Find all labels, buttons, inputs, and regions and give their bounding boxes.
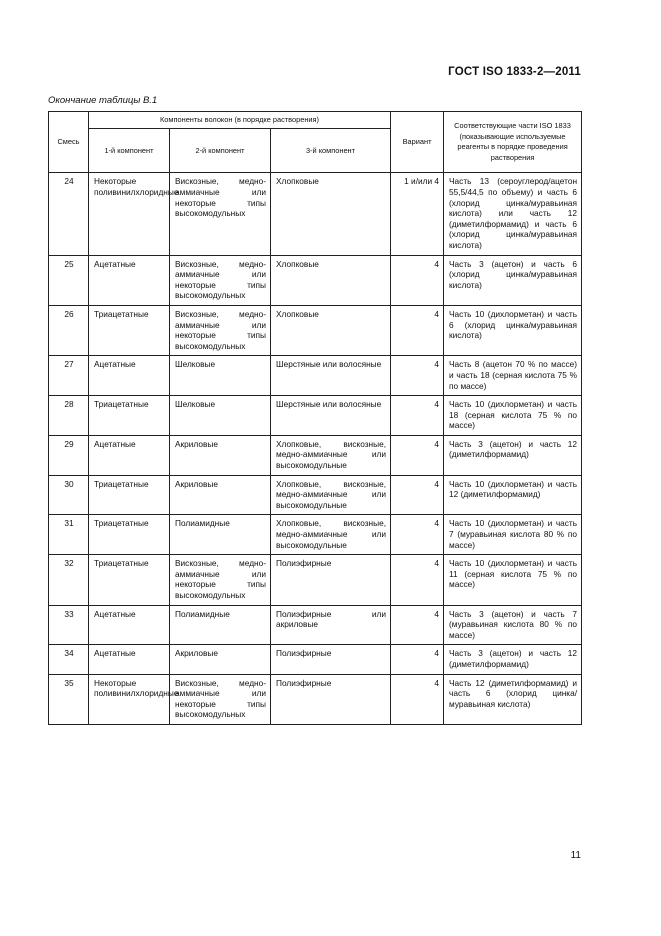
- cell-variant: 4: [391, 555, 444, 605]
- cell-component-3: Шерстяные или волосяные: [271, 356, 391, 396]
- cell-component-1: Триацетатные: [89, 555, 170, 605]
- cell-iso-parts: Часть 12 (диметилформамид) и часть 6 (хлорид цинка/муравьиная кислота): [444, 674, 582, 724]
- table-caption: Окончание таблицы В.1: [48, 95, 158, 106]
- cell-component-3: Хлопковые, вискозные, медно-аммиачные или высокомодульные: [271, 515, 391, 555]
- cell-variant: 4: [391, 305, 444, 355]
- cell-component-3: Полиэфирные: [271, 645, 391, 674]
- cell-component-3: Полиэфирные: [271, 674, 391, 724]
- table-row: [49, 605, 582, 645]
- cell-component-1: Триацетатные: [89, 305, 170, 355]
- cell-mix: 27: [49, 356, 89, 396]
- cell-component-2: Вискозные, медно-аммиачные или некоторые типы высокомодульных: [170, 555, 271, 605]
- table-row: [49, 475, 582, 515]
- cell-mix: 31: [49, 515, 89, 555]
- cell-component-2: Акриловые: [170, 645, 271, 674]
- fiber-mixtures-table: [48, 111, 582, 725]
- cell-component-3: Хлопковые: [271, 173, 391, 255]
- cell-component-1: Некоторые поливинилхлоридные: [89, 674, 170, 724]
- cell-component-1: Ацетатные: [89, 255, 170, 305]
- header-component-3: 3-й компонент: [271, 129, 391, 173]
- table-row: [49, 173, 582, 255]
- cell-variant: 4: [391, 645, 444, 674]
- cell-component-1: Триацетатные: [89, 396, 170, 436]
- cell-component-1: Ацетатные: [89, 356, 170, 396]
- cell-variant: 4: [391, 515, 444, 555]
- cell-component-2: Акриловые: [170, 435, 271, 475]
- cell-component-3: Полиэфирные: [271, 555, 391, 605]
- cell-variant: 4: [391, 475, 444, 515]
- cell-component-3: Хлопковые: [271, 305, 391, 355]
- cell-component-2: Вискозные, медно-аммиачные или некоторые типы высокомодульных: [170, 255, 271, 305]
- table-row: [49, 674, 582, 724]
- cell-iso-parts: Часть 10 (дихлорметан) и часть 18 (серная кислота 75 % по массе): [444, 396, 582, 436]
- cell-iso-parts: Часть 3 (ацетон) и часть 12 (диметилформамид): [444, 645, 582, 674]
- cell-component-3: Хлопковые: [271, 255, 391, 305]
- cell-component-2: Полиамидные: [170, 605, 271, 645]
- table-row: [49, 435, 582, 475]
- cell-variant: 4: [391, 396, 444, 436]
- cell-component-2: Вискозные, медно-аммиачные или некоторые типы высокомодульных: [170, 674, 271, 724]
- cell-component-1: Триацетатные: [89, 515, 170, 555]
- cell-component-2: Шелковые: [170, 396, 271, 436]
- header-variant: Вариант: [391, 112, 444, 173]
- cell-component-2: Акриловые: [170, 475, 271, 515]
- cell-iso-parts: Часть 3 (ацетон) и часть 12 (диметилформамид): [444, 435, 582, 475]
- cell-iso-parts: Часть 10 (дихлорметан) и часть 6 (хлорид цинка/муравьиная кислота): [444, 305, 582, 355]
- cell-mix: 28: [49, 396, 89, 436]
- header-component-1: 1-й компонент: [89, 129, 170, 173]
- cell-iso-parts: Часть 3 (ацетон) и часть 6 (хлорид цинка/муравьиная кислота): [444, 255, 582, 305]
- cell-component-3: Хлопковые, вискозные, медно-аммиачные или высокомодульные: [271, 435, 391, 475]
- table-row: [49, 645, 582, 674]
- cell-component-3: Полиэфирные или акриловые: [271, 605, 391, 645]
- cell-mix: 25: [49, 255, 89, 305]
- cell-mix: 34: [49, 645, 89, 674]
- cell-variant: 4: [391, 605, 444, 645]
- cell-variant: 4: [391, 356, 444, 396]
- cell-mix: 30: [49, 475, 89, 515]
- page-number: 11: [570, 850, 581, 861]
- header-component-2: 2-й компонент: [170, 129, 271, 173]
- document-code: ГОСТ ISO 1833-2—2011: [448, 66, 581, 78]
- cell-component-1: Некоторые поливинилхлоридные: [89, 173, 170, 255]
- cell-component-3: Шерстяные или волосяные: [271, 396, 391, 436]
- cell-mix: 26: [49, 305, 89, 355]
- cell-mix: 29: [49, 435, 89, 475]
- header-iso-parts: Соответствующие части ISO 1833 (показывающие используемые реагенты в порядке проведения растворения: [444, 112, 582, 173]
- cell-mix: 33: [49, 605, 89, 645]
- cell-variant: 4: [391, 674, 444, 724]
- cell-iso-parts: Часть 13 (сероуглерод/ацетон 55,5/44,5 по объему) и часть 6 (хлорид цинка/муравьиная кислота) или часть 12 (диметилформамид) и часть 6 (хлорид цинка/муравьиная кислота): [444, 173, 582, 255]
- cell-component-3: Хлопковые, вискозные, медно-аммиачные или высокомодульные: [271, 475, 391, 515]
- cell-iso-parts: Часть 3 (ацетон) и часть 7 (муравьиная кислота 80 % по массе): [444, 605, 582, 645]
- table-row: [49, 255, 582, 305]
- cell-variant: 4: [391, 255, 444, 305]
- cell-component-2: Полиамидные: [170, 515, 271, 555]
- cell-iso-parts: Часть 8 (ацетон 70 % по массе) и часть 18 (серная кислота 75 % по массе): [444, 356, 582, 396]
- cell-component-1: Ацетатные: [89, 435, 170, 475]
- table-row: [49, 305, 582, 355]
- cell-mix: 35: [49, 674, 89, 724]
- cell-component-2: Вискозные, медно-аммиачные или некоторые типы высокомодульных: [170, 305, 271, 355]
- cell-iso-parts: Часть 10 (дихлорметан) и часть 7 (муравьиная кислота 80 % по массе): [444, 515, 582, 555]
- header-components-group: Компоненты волокон (в порядке растворения): [89, 112, 391, 129]
- cell-component-1: Триацетатные: [89, 475, 170, 515]
- cell-variant: 1 и/или 4: [391, 173, 444, 255]
- cell-mix: 32: [49, 555, 89, 605]
- cell-iso-parts: Часть 10 (дихлорметан) и часть 12 (диметилформамид): [444, 475, 582, 515]
- cell-component-1: Ацетатные: [89, 605, 170, 645]
- table-row: [49, 515, 582, 555]
- cell-mix: 24: [49, 173, 89, 255]
- cell-iso-parts: Часть 10 (дихлорметан) и часть 11 (серная кислота 75 % по массе): [444, 555, 582, 605]
- cell-component-1: Ацетатные: [89, 645, 170, 674]
- table-row: [49, 356, 582, 396]
- cell-component-2: Шелковые: [170, 356, 271, 396]
- cell-variant: 4: [391, 435, 444, 475]
- header-mix: Смесь: [49, 112, 89, 173]
- table-row: [49, 396, 582, 436]
- cell-component-2: Вискозные, медно-аммиачные или некоторые типы высокомодульных: [170, 173, 271, 255]
- table-row: [49, 555, 582, 605]
